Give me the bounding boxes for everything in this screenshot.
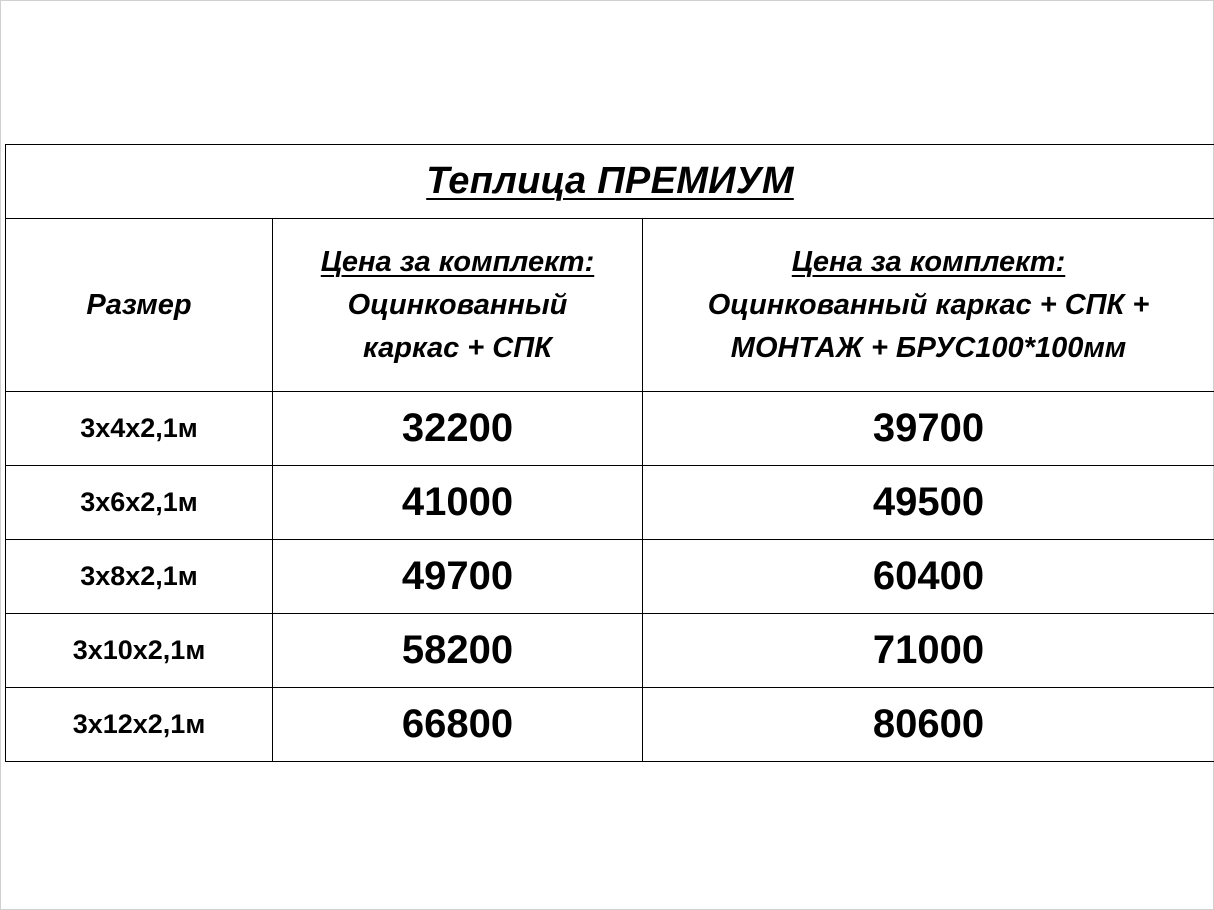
price-table [5, 144, 1214, 762]
table-row [6, 688, 1214, 762]
table-row [6, 392, 1214, 466]
price2-cell: 71000 [643, 614, 1214, 688]
header-price2-line1: Оцинкованный каркас + СПК + [707, 288, 1150, 321]
title-cell [6, 145, 1214, 219]
price2-cell: 39700 [643, 392, 1214, 466]
header-size-label: Размер [86, 288, 192, 321]
header-price2 [643, 219, 1214, 392]
price1-cell: 58200 [273, 614, 643, 688]
price2-cell: 49500 [643, 466, 1214, 540]
price2-cell: 80600 [643, 688, 1214, 762]
table-row [6, 540, 1214, 614]
header-price2-line2: МОНТАЖ + БРУС100*100мм [730, 331, 1127, 364]
size-cell: 3х12х2,1м [6, 688, 273, 762]
header-price2-label: Цена за комплект: [791, 245, 1066, 278]
size-cell: 3х10х2,1м [6, 614, 273, 688]
header-size [6, 219, 273, 392]
header-row [6, 219, 1214, 392]
price2-cell: 60400 [643, 540, 1214, 614]
header-price1-line1: Оцинкованный [347, 288, 568, 321]
price1-cell: 66800 [273, 688, 643, 762]
table-title: Теплица ПРЕМИУМ [426, 160, 794, 202]
header-price1-label: Цена за комплект: [320, 245, 595, 278]
size-cell: 3х6х2,1м [6, 466, 273, 540]
price1-cell: 41000 [273, 466, 643, 540]
header-price1-line2: каркас + СПК [363, 331, 552, 364]
header-price1 [273, 219, 643, 392]
size-cell: 3х4х2,1м [6, 392, 273, 466]
table-row [6, 614, 1214, 688]
title-row [6, 145, 1214, 219]
table-row [6, 466, 1214, 540]
price1-cell: 32200 [273, 392, 643, 466]
size-cell: 3х8х2,1м [6, 540, 273, 614]
price1-cell: 49700 [273, 540, 643, 614]
